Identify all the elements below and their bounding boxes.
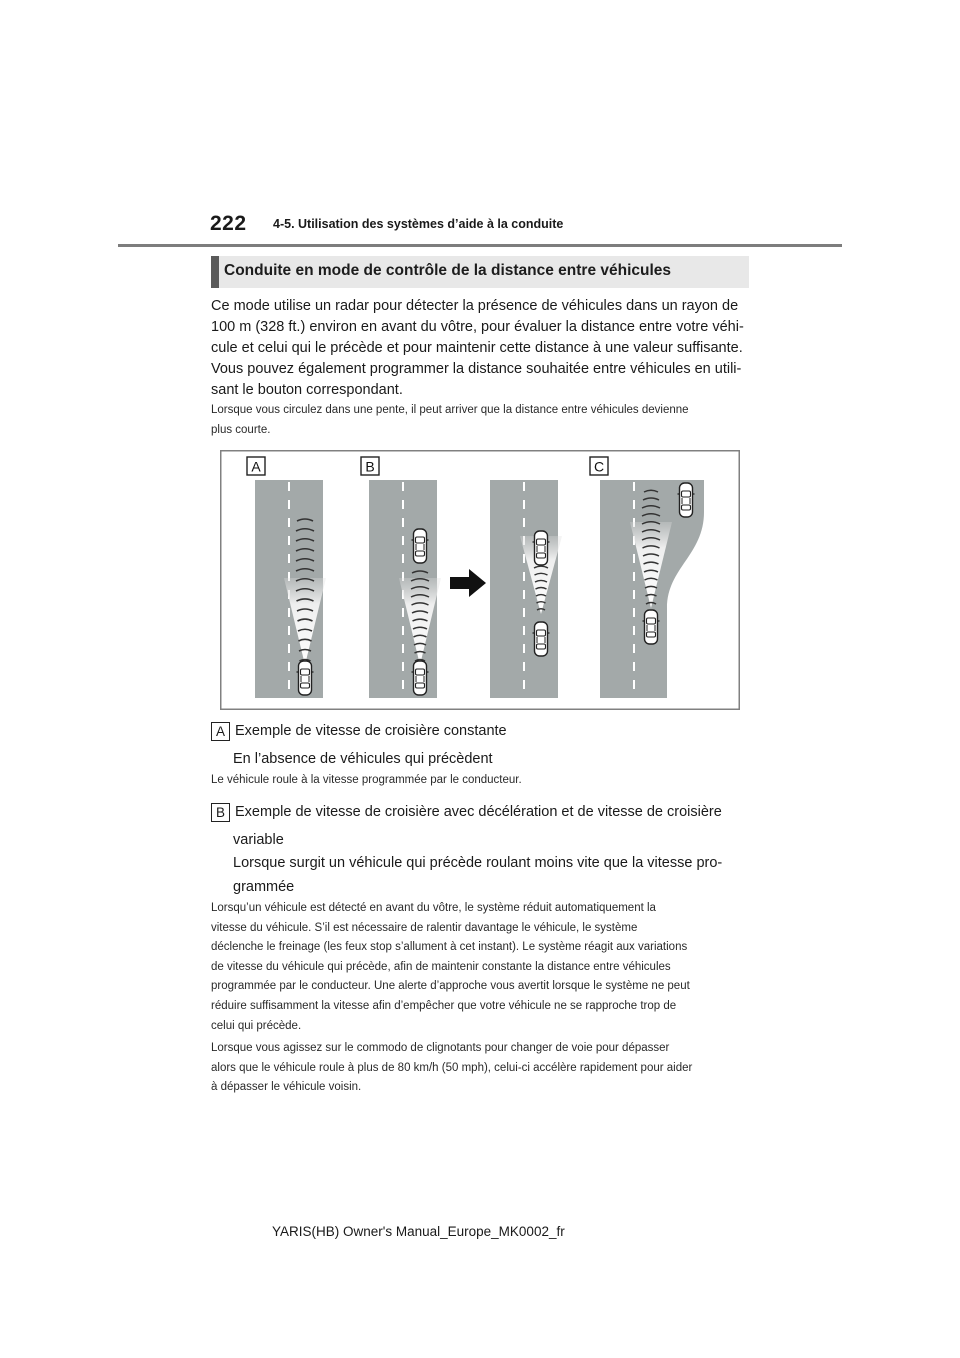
item-a-title: Exemple de vitesse de croisière constante: [235, 723, 507, 739]
item-a-badge: A: [211, 722, 230, 741]
item-a-subtitle: En l’absence de véhicules qui précèdent: [233, 751, 493, 767]
page-number: 222: [210, 212, 247, 235]
item-a-detail: Le véhicule roule à la vitesse programmée par le conducteur.: [211, 774, 522, 786]
intro-line: Vous pouvez également programmer la distance souhaitée entre véhicules en utili-: [211, 361, 742, 377]
svg-text:A: A: [251, 458, 261, 475]
intro-line: cule et celui qui le précède et pour maintenir cette distance à une valeur suffisante.: [211, 340, 743, 356]
header-divider: [118, 244, 842, 247]
radar-illustration: [220, 450, 740, 710]
panel-b2-road: [490, 480, 562, 698]
detail-line: Lorsqu’un véhicule est détecté en avant du vôtre, le système réduit automatiquement la: [211, 902, 656, 914]
intro-paragraph: [211, 296, 751, 401]
section-breadcrumb: 4-5. Utilisation des systèmes d’aide à la conduite: [273, 217, 564, 231]
intro-line: Ce mode utilise un radar pour détecter la présence de véhicules dans un rayon de: [211, 298, 739, 314]
svg-text:C: C: [593, 458, 605, 475]
svg-text:B: B: [365, 458, 375, 475]
detail-line: de vitesse du véhicule qui précède, afin de maintenir constante la distance entre véhicules: [211, 960, 671, 973]
item-b-title-line1: Exemple de vitesse de croisière avec décélération et de vitesse de croisière: [235, 804, 722, 820]
intro-line: 100 m (328 ft.) environ en avant du vôtre, pour évaluer la distance entre votre véhi-: [211, 319, 744, 335]
intro-line: sant le bouton correspondant.: [211, 382, 403, 398]
footer-manual-id: YARIS(HB) Owner's Manual_Europe_MK0002_fr: [272, 1224, 565, 1239]
item-b-title-line2: variable: [233, 832, 284, 848]
detail-line: Lorsque vous agissez sur le commodo de clignotants pour changer de voie pour dépasser: [211, 1042, 670, 1054]
section-title: Conduite en mode de contrôle de la distance entre véhicules: [224, 262, 672, 279]
item-b-badge: B: [211, 803, 230, 822]
detail-line: programmée par le conducteur. Une alerte d’approche vous avertit lorsque le système ne peut: [211, 980, 690, 993]
figure-label-b: [361, 457, 379, 475]
detail-line: vitesse du véhicule. S’il est nécessaire de ralentir davantage le véhicule, le système: [211, 921, 638, 934]
item-b-detail: [211, 899, 690, 1036]
item-b-overtake-note: [211, 1039, 692, 1098]
detail-line: déclenche le freinage (les feux stop s’allument à cet instant). Le système réagit aux variations: [211, 941, 688, 954]
item-b-subtitle-line1: Lorsque surgit un véhicule qui précède roulant moins vite que la vitesse pro-: [233, 855, 723, 871]
note-line: plus courte.: [211, 424, 271, 436]
slope-note: [211, 400, 751, 440]
detail-line: réduire suffisamment la vitesse afin d’empêcher que votre véhicule ne se rapproche trop de: [211, 999, 677, 1012]
detail-line: alors que le véhicule roule à plus de 80 km/h (50 mph), celui-ci accélère rapidement pour aider: [211, 1061, 693, 1074]
panel-a-road: [255, 480, 326, 698]
detail-line: celui qui précède.: [211, 1019, 302, 1032]
figure-label-c: [590, 457, 608, 475]
note-line: Lorsque vous circulez dans une pente, il peut arriver que la distance entre véhicules devienne: [211, 404, 689, 416]
panel-b-road: [369, 480, 441, 698]
figure-label-a: [247, 457, 265, 475]
item-b-subtitle-line2: grammée: [233, 879, 295, 895]
detail-line: à dépasser le véhicule voisin.: [211, 1081, 362, 1094]
